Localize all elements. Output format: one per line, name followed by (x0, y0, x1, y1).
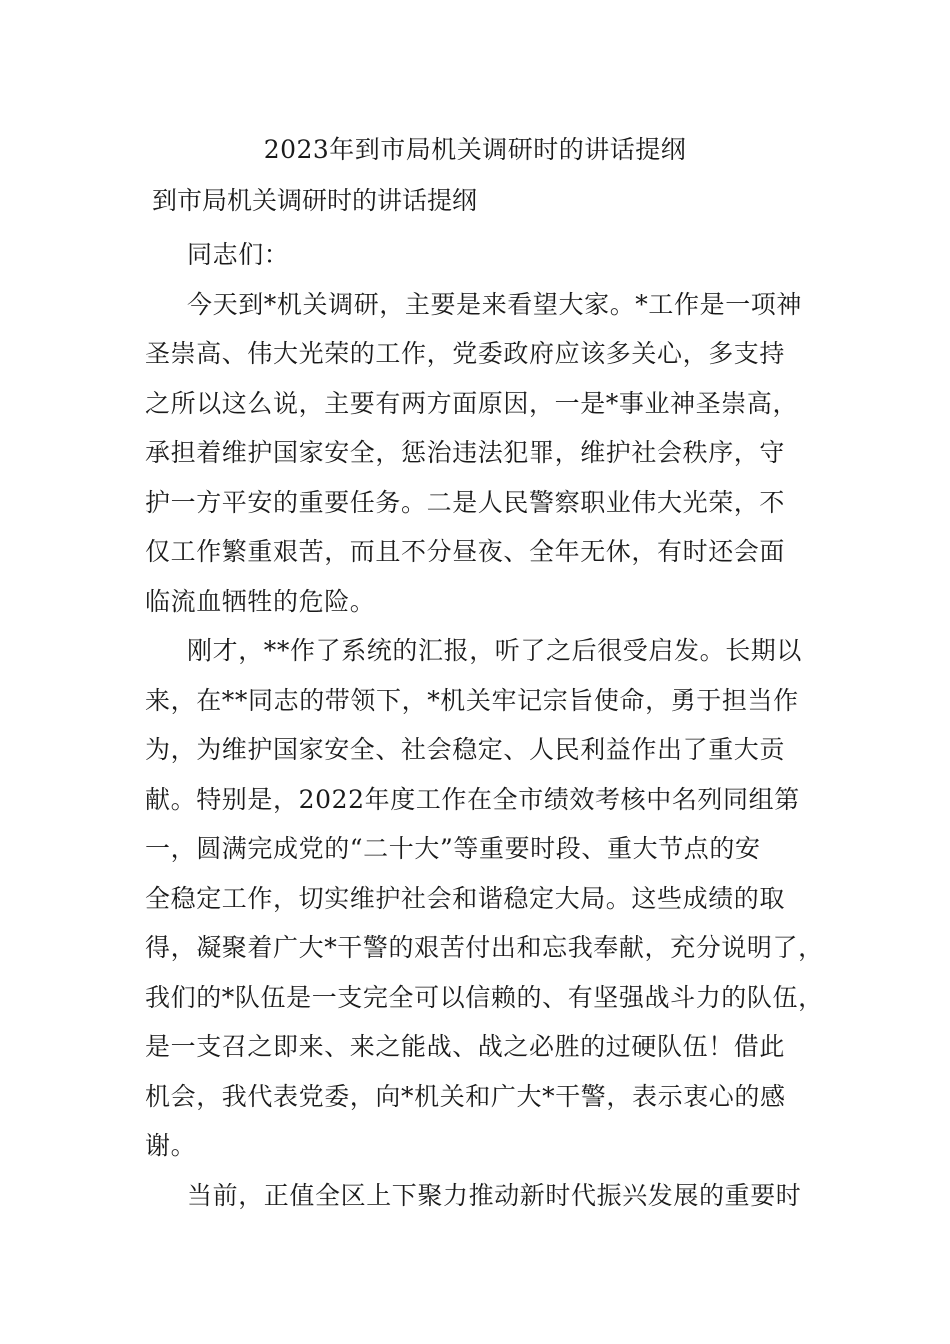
paragraph-intro (145, 280, 810, 627)
document-subtitle: 到市局机关调研时的讲话提纲 (152, 186, 478, 215)
paragraph-line: 我们的*队伍是一支完全可以信赖的、有坚强战斗力的队伍， (145, 982, 824, 1012)
paragraph-line: 之所以这么说，主要有两方面原因，一是*事业神圣崇高， (145, 388, 799, 418)
paragraph-current (145, 1171, 810, 1221)
document-title: 2023年到市局机关调研时的讲话提纲 (263, 135, 687, 164)
paragraph-line: 今天到*机关调研，主要是来看望大家。*工作是一项神 (187, 289, 803, 319)
document-body (145, 230, 824, 1220)
paragraph-salutation (145, 230, 810, 280)
paragraph-line: 一，圆满完成党的“二十大”等重要时段、重大节点的安 (145, 834, 761, 863)
paragraph-line: 来，在**同志的带领下，*机关牢记宗旨使命，勇于担当作 (145, 685, 799, 715)
paragraph-achievements (145, 626, 824, 1171)
paragraph-line: 承担着维护国家安全，惩治违法犯罪，维护社会秩序，守 (145, 438, 786, 467)
paragraph-line: 刚才，**作了系统的汇报，听了之后很受启发。长期以 (187, 636, 803, 665)
paragraph-line: 临流血牺牲的危险。 (145, 586, 376, 616)
paragraph-line: 机会，我代表党委，向*机关和广大*干警，表示衷心的感 (145, 1081, 786, 1111)
paragraph-line: 谢。 (145, 1131, 197, 1160)
paragraph-line: 全稳定工作，切实维护社会和谐稳定大局。这些成绩的取 (145, 883, 786, 913)
paragraph-line: 得，凝聚着广大*干警的艰苦付出和忘我奉献，充分说明了， (145, 933, 824, 962)
paragraph-line: 当前，正值全区上下聚力推动新时代振兴发展的重要时 (187, 1180, 802, 1210)
paragraph-line: 同志们： (187, 240, 290, 269)
paragraph-line: 献。特别是，2022年度工作在全市绩效考核中名列同组第 (145, 784, 800, 814)
paragraph-line: 护一方平安的重要任务。二是人民警察职业伟大光荣，不 (145, 487, 786, 517)
paragraph-line: 为，为维护国家安全、社会稳定、人民利益作出了重大贡 (145, 735, 786, 764)
paragraph-line: 仅工作繁重艰苦，而且不分昼夜、全年无休，有时还会面 (145, 537, 786, 566)
paragraph-line: 圣崇高、伟大光荣的工作，党委政府应该多关心，多支持 (145, 339, 786, 368)
paragraph-line: 是一支召之即来、来之能战、战之必胜的过硬队伍！借此 (145, 1032, 786, 1061)
